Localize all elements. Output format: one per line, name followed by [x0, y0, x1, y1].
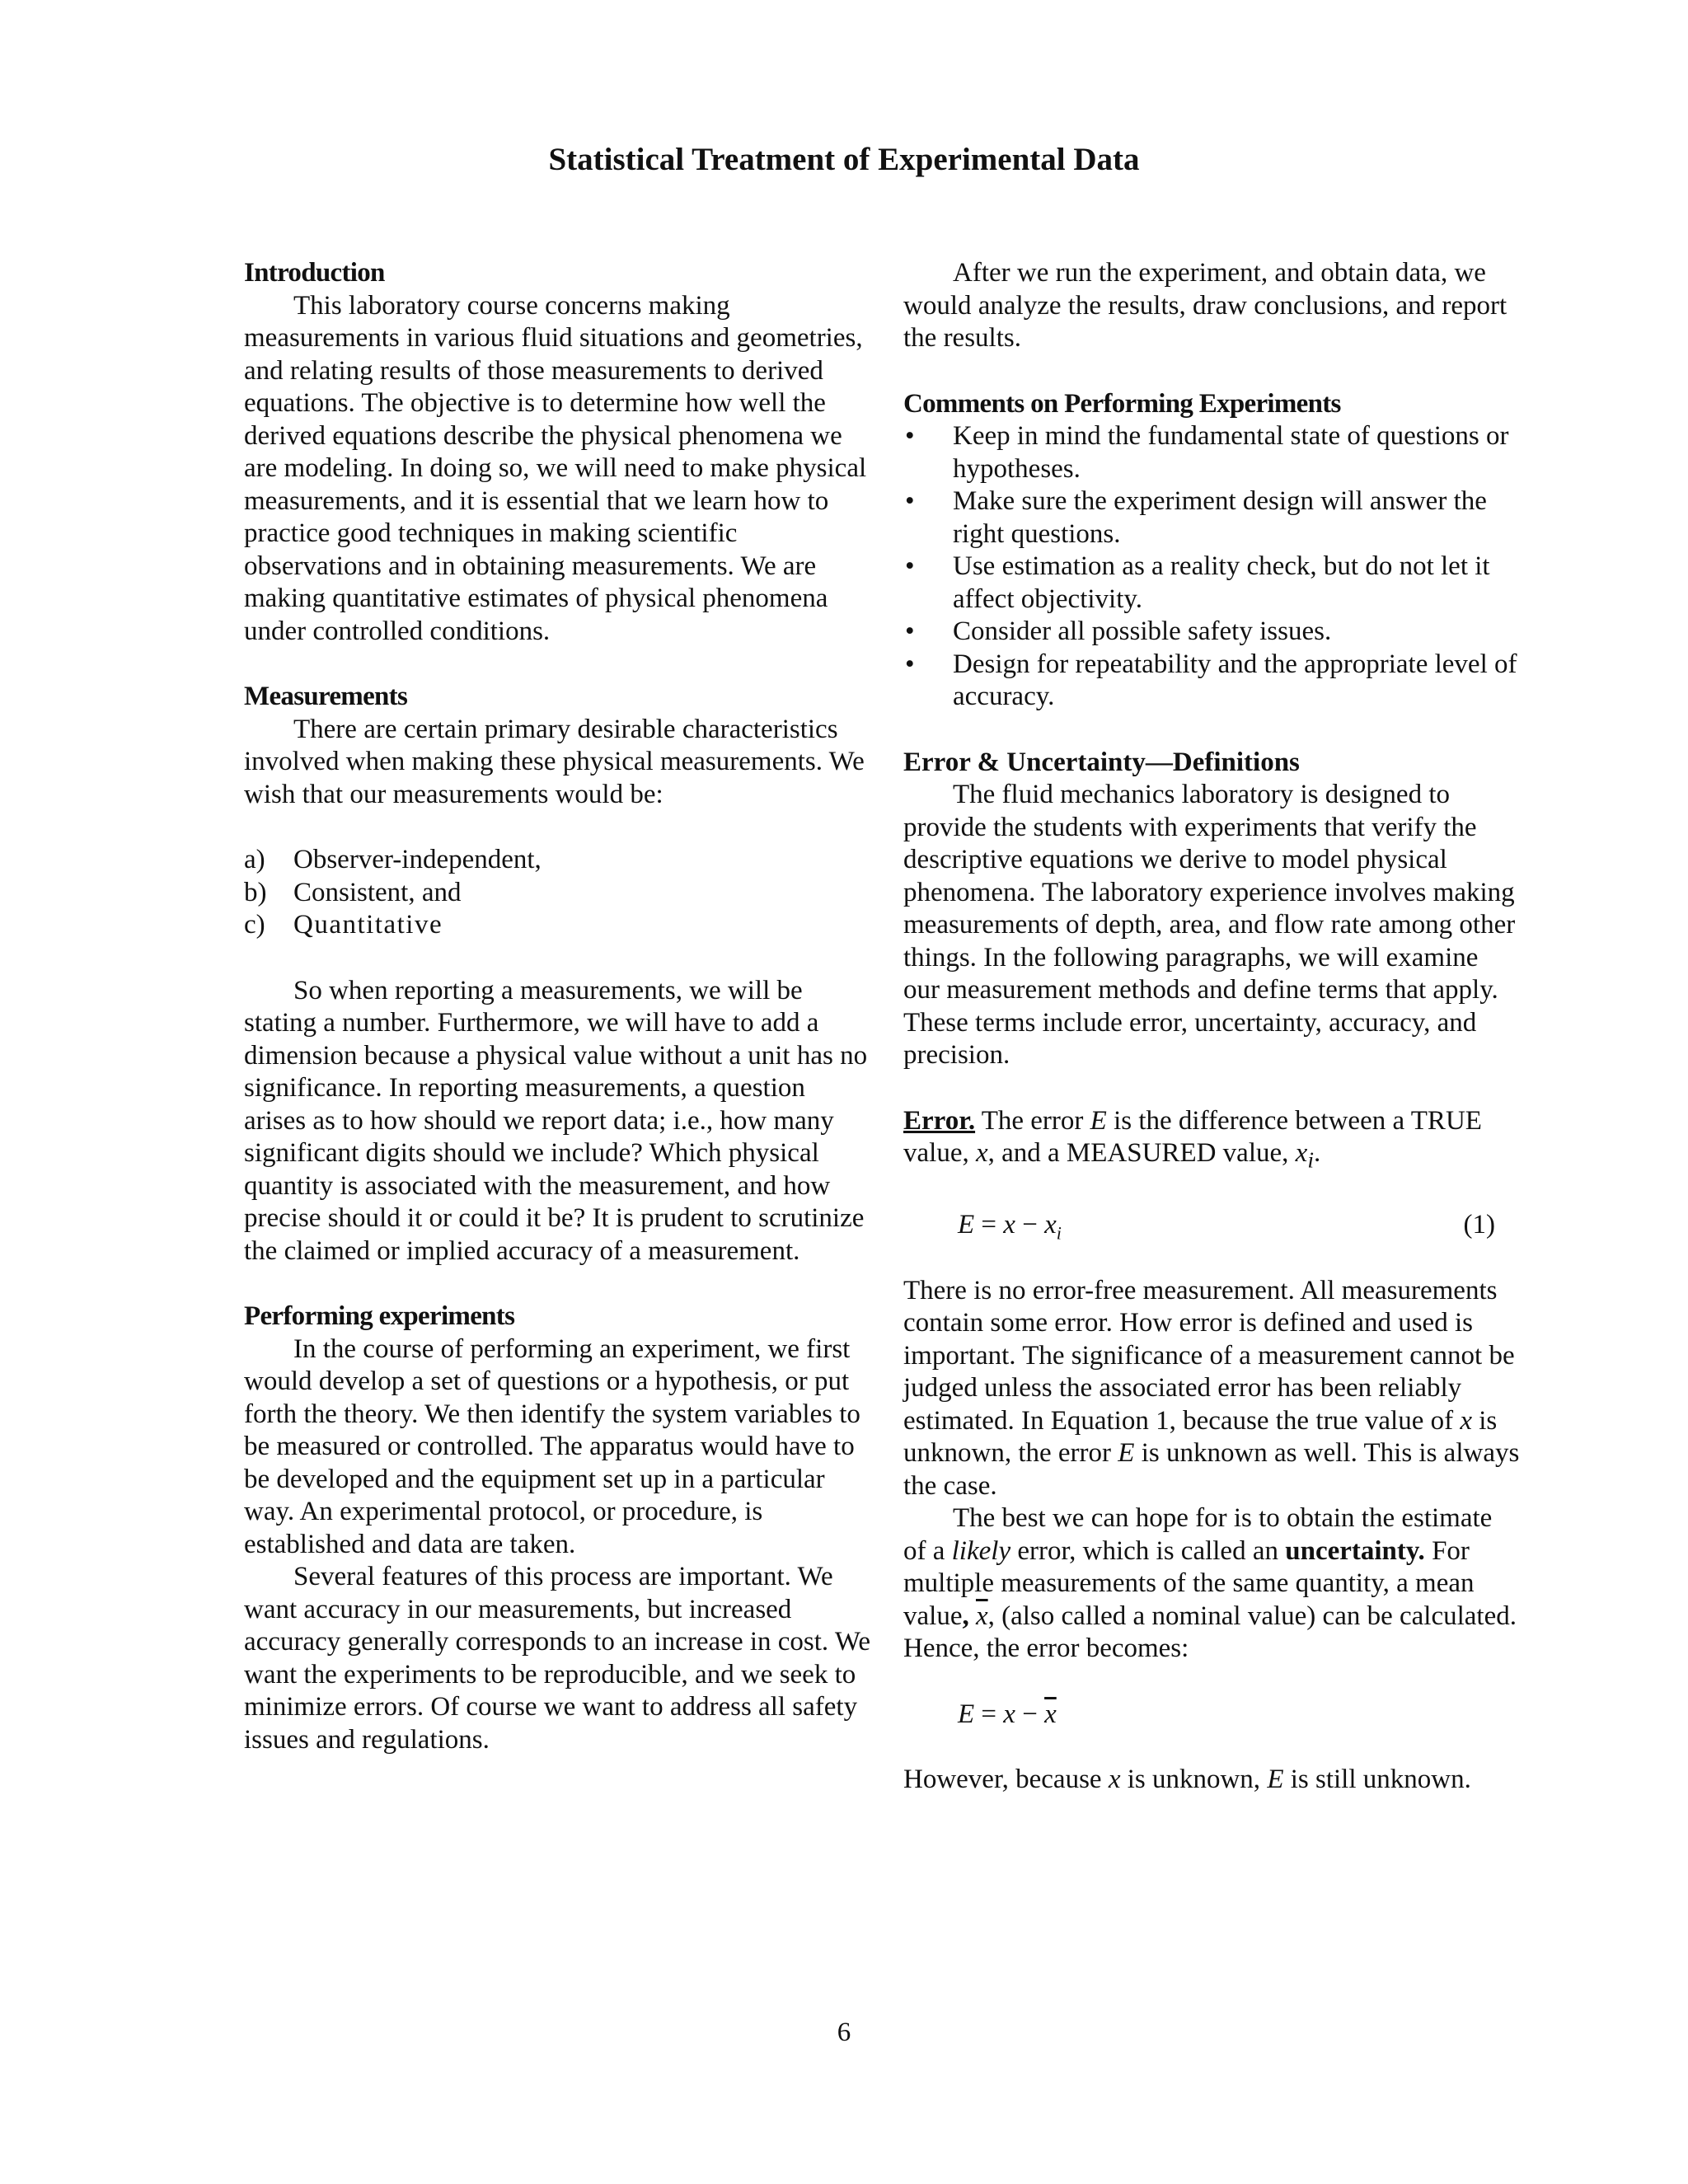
mean-symbol: $\overline{x}$: [975, 1601, 988, 1631]
equation-number: (1): [1463, 1210, 1495, 1240]
list-item: • Make sure the experiment design will answer the right questions.: [905, 486, 1487, 549]
however-paragraph: However, because x is unknown, E is still unknown.: [903, 1765, 1471, 1795]
performing-paragraph-1: In the course of performing an experiment, we first would develop a set of questions or a hypothesis, or put forth the theory. We then identify the system variables to be measured or controlled. The apparatus would have to be developed and the equipment set up in a particular way. An experimental protocol, or procedure, is established and data are taken.: [244, 1333, 860, 1559]
page-title: Statistical Treatment of Experimental Data: [548, 142, 1140, 177]
comments-bullet-list: [903, 420, 1520, 714]
equation-2: $E = x - \overline{x}$: [958, 1699, 1057, 1729]
error-term: Error.: [903, 1105, 976, 1136]
no-error-free-paragraph: There is no error-free measurement. All measurements contain some error. How error is defined and used is important. The significance of a measurement cannot be judged unless the associated error has been reliably estimated. In Equation 1, because the true value of x is unknown, the error E is unknown as well. This is always the case.: [903, 1275, 1520, 1501]
list-item: b) Consistent, and: [244, 877, 462, 907]
uncertainty-paragraph: The best we can hope for is to obtain the estimate of a likely error, which is called an uncertainty. For multiple measurements of the same quantity, a mean value, $\overline{x}$, (also called a nominal value) can be calculated. Hence, the error becomes:: [903, 1503, 1517, 1664]
list-item: • Design for repeatability and the appropriate level of accuracy.: [905, 649, 1517, 711]
error-definition: Error. The error E is the difference between a TRUE value, x, and a MEASURED value, $x_i$.: [903, 1105, 1482, 1173]
performing-paragraph-2: Several features of this process are important. We want accuracy in our measurements, but increased accuracy generally corresponds to an increase in cost. We want the experiments to be reproducible, and we seek to minimize errors. Of course we want to address all safety issues and regulations.: [244, 1562, 870, 1755]
measurements-paragraph: There are certain primary desirable characteristics involved when making these physical measurements. We wish that our measurements would be:: [244, 714, 865, 809]
list-item: • Consider all possible safety issues.: [903, 616, 1520, 649]
performing-experiments-heading: Performing experiments: [244, 1301, 515, 1331]
right-column: [903, 257, 1520, 1797]
bullet-icon: •: [905, 486, 915, 516]
bullet-icon: •: [905, 616, 915, 646]
measurements-heading: Measurements: [244, 682, 408, 711]
bullet-icon: •: [905, 421, 915, 451]
bullet-icon: •: [905, 551, 915, 581]
list-item: a) Observer-independent,: [244, 845, 542, 874]
equation-1: $E = x - x_i$ (1): [958, 1210, 1495, 1244]
list-item: c) Quantitative: [244, 910, 443, 940]
after-experiment-paragraph: After we run the experiment, and obtain data, we would analyze the results, draw conclusions, and report the results.: [903, 258, 1507, 353]
left-column: [244, 257, 870, 1756]
list-item: • Use estimation as a reality check, but do not let it affect objectivity.: [905, 551, 1490, 614]
introduction-heading: Introduction: [244, 258, 385, 288]
error-uncertainty-paragraph: The fluid mechanics laboratory is designed to provide the students with experiments that verify the descriptive equations we derive to model physical phenomena. The laboratory experience involves making measurements of depth, area, and flow rate among other things. In the following paragraphs, we will examine our measurement methods and define terms that apply. These terms include error, uncertainty, accuracy, and precision.: [903, 780, 1516, 1070]
page-number: 6: [837, 2018, 851, 2047]
error-uncertainty-heading: Error & Uncertainty—Definitions: [903, 747, 1300, 777]
comments-heading: Comments on Performing Experiments: [903, 388, 1341, 419]
characteristics-list: [244, 844, 870, 942]
bullet-icon: •: [905, 649, 915, 679]
introduction-paragraph: This laboratory course concerns making measurements in various fluid situations and geometries, and relating results of those measurements to derived equations. The objective is to determine how well the derived equations describe the physical phenomena we are modeling. In doing so, we will need to make physical measurements, and it is essential that we learn how to practice good techniques in making scientific observations and in obtaining measurements. We are making quantitative estimates of physical phenomena under controlled conditions.: [244, 290, 867, 646]
list-item: • Keep in mind the fundamental state of questions or hypotheses.: [905, 421, 1509, 484]
reporting-paragraph: So when reporting a measurements, we will be stating a number. Furthermore, we will have to add a dimension because a physical value without a unit has no significance. In reporting measurements, a question arises as to how should we report data; i.e., how many significant digits should we include? Which physical quantity is associated with the measurement, and how precise should it or could it be? It is prudent to scrutinize the claimed or implied accuracy of a measurement.: [244, 975, 868, 1266]
